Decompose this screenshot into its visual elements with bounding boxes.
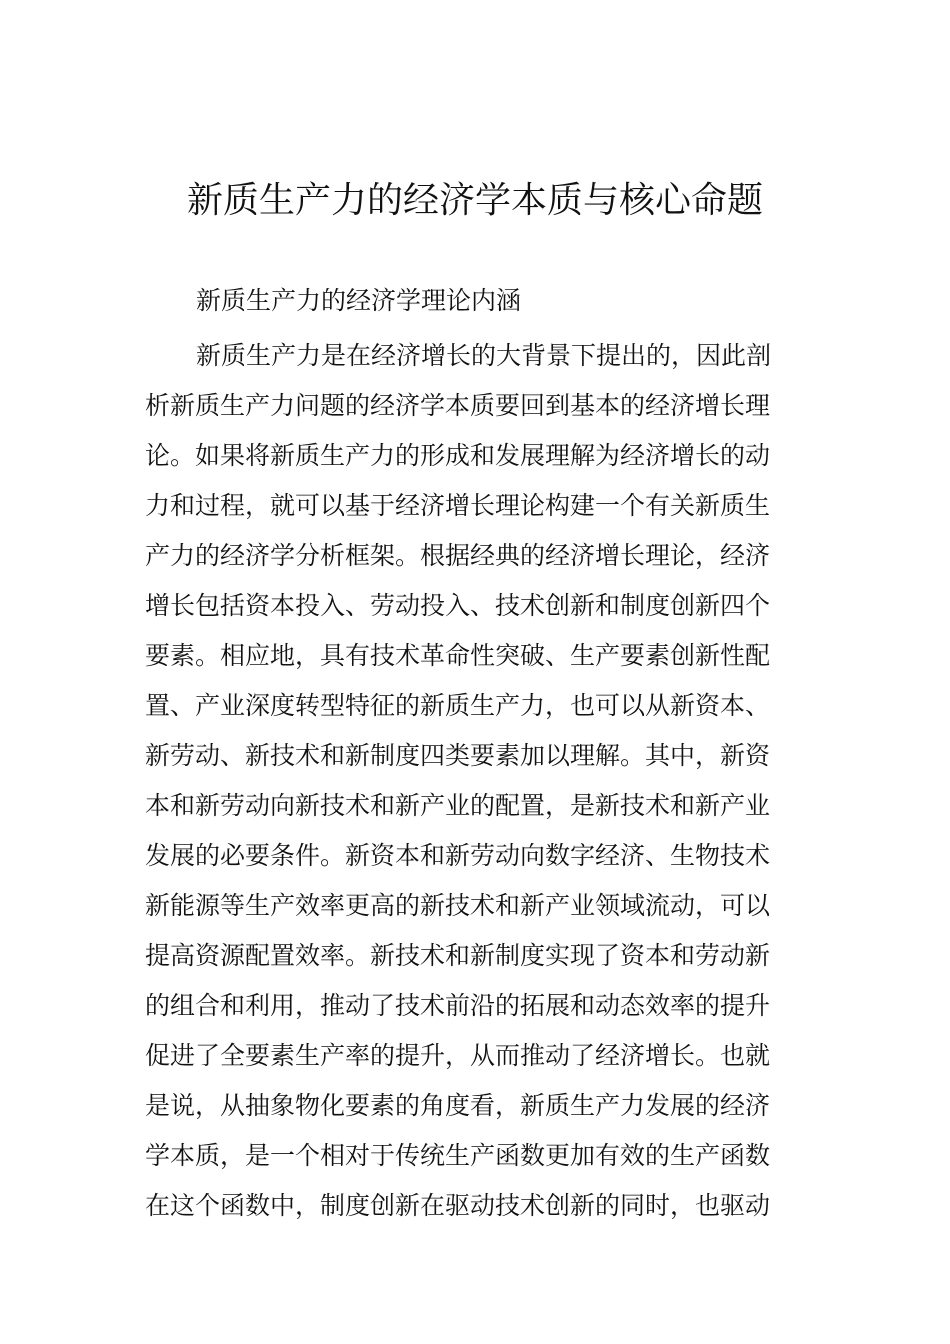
body-paragraph xyxy=(145,331,805,1231)
body-line: 在这个函数中，制度创新在驱动技术创新的同时，也驱动 xyxy=(145,1191,771,1220)
body-line: 增长包括资本投入、劳动投入、技术创新和制度创新四个 xyxy=(145,591,771,620)
body-line: 提高资源配置效率。新技术和新制度实现了资本和劳动新 xyxy=(145,941,771,970)
body-line: 论。如果将新质生产力的形成和发展理解为经济增长的动 xyxy=(145,441,771,470)
body-line: 是说，从抽象物化要素的角度看，新质生产力发展的经济 xyxy=(145,1091,771,1120)
body-line: 发展的必要条件。新资本和新劳动向数字经济、生物技术 xyxy=(145,841,771,870)
body-line: 产力的经济学分析框架。根据经典的经济增长理论，经济 xyxy=(145,541,771,570)
body-line: 促进了全要素生产率的提升，从而推动了经济增长。也就 xyxy=(145,1041,771,1070)
body-line: 析新质生产力问题的经济学本质要回到基本的经济增长理 xyxy=(145,391,771,420)
body-line: 置、产业深度转型特征的新质生产力，也可以从新资本、 xyxy=(145,691,771,720)
section-heading: 新质生产力的经济学理论内涵 xyxy=(196,286,522,315)
body-line: 新劳动、新技术和新制度四类要素加以理解。其中，新资 xyxy=(145,741,771,770)
body-line: 新能源等生产效率更高的新技术和新产业领域流动，可以 xyxy=(145,891,771,920)
body-line: 新质生产力是在经济增长的大背景下提出的，因此剖 xyxy=(196,341,772,370)
body-line: 本和新劳动向新技术和新产业的配置，是新技术和新产业 xyxy=(145,791,771,820)
body-line: 的组合和利用，推动了技术前沿的拓展和动态效率的提升 xyxy=(145,991,771,1020)
body-line: 要素。相应地，具有技术革命性突破、生产要素创新性配 xyxy=(145,641,771,670)
body-line: 学本质，是一个相对于传统生产函数更加有效的生产函数 xyxy=(145,1141,771,1170)
document-title: 新质生产力的经济学本质与核心命题 xyxy=(186,180,763,221)
body-line: 力和过程，就可以基于经济增长理论构建一个有关新质生 xyxy=(145,491,771,520)
